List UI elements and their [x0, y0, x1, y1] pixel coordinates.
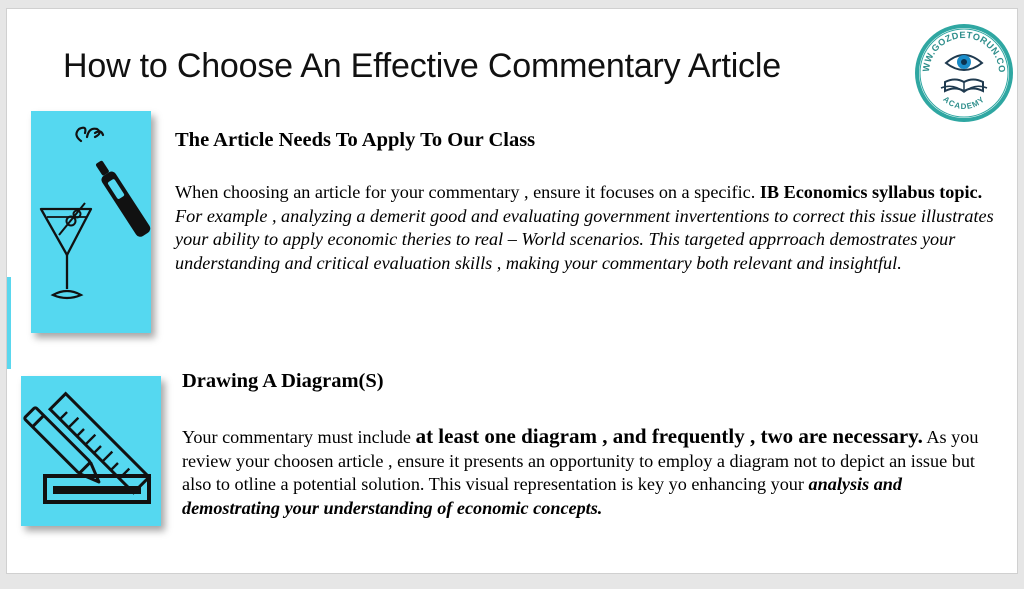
section2-mid: As you review your choosen article , ensure it presents an opportunity to employ a diagram not to depict an issue but also to otline a potential solution. This visual representation is key yo enhancing your: [182, 427, 979, 495]
section2-heading: Drawing A Diagram(S): [182, 370, 384, 392]
section1-paragraph: [175, 181, 995, 276]
section1-heading: The Article Needs To Apply To Our Class: [175, 129, 536, 151]
section2-intro: Your commentary must include: [182, 427, 416, 447]
slide-title: How to Choose An Effective Commentary Article: [63, 47, 781, 85]
ruler-pencil-card: [21, 376, 161, 526]
section1-italic: For example , analyzing a demerit good and evaluating government invertentions to correct this issue illustrates your ability to apply economic theries to real – World scenarios. This targeted apprroach demostrates your understanding and critical evaluation skills , making your commentary both relevant and insightful.: [175, 205, 994, 274]
eye-reading-book-logo-icon: [913, 22, 1015, 124]
cocktail-card: [31, 111, 151, 333]
left-edge-marker: [7, 277, 11, 369]
section1-intro: When choosing an article for your commentary , ensure it focuses on a specific.: [175, 182, 760, 202]
section1-bold: IB Economics syllabus topic.: [759, 182, 983, 202]
academy-logo: [913, 22, 1015, 124]
section2-bold-big: at least one diagram , and frequently , two are necessary.: [415, 424, 923, 448]
section2-bold-italic: analysis and demostrating your understanding of economic concepts.: [182, 474, 903, 519]
logo-arc-text: WW.GOZDETORUN.CO: [920, 29, 1008, 74]
logo-bottom-text: ACADEMY: [941, 94, 987, 112]
ruler-pencil-icon: [21, 376, 161, 526]
slide: [6, 8, 1018, 574]
section2-paragraph: [182, 425, 982, 521]
cocktail-and-pen-icon: [31, 111, 151, 333]
